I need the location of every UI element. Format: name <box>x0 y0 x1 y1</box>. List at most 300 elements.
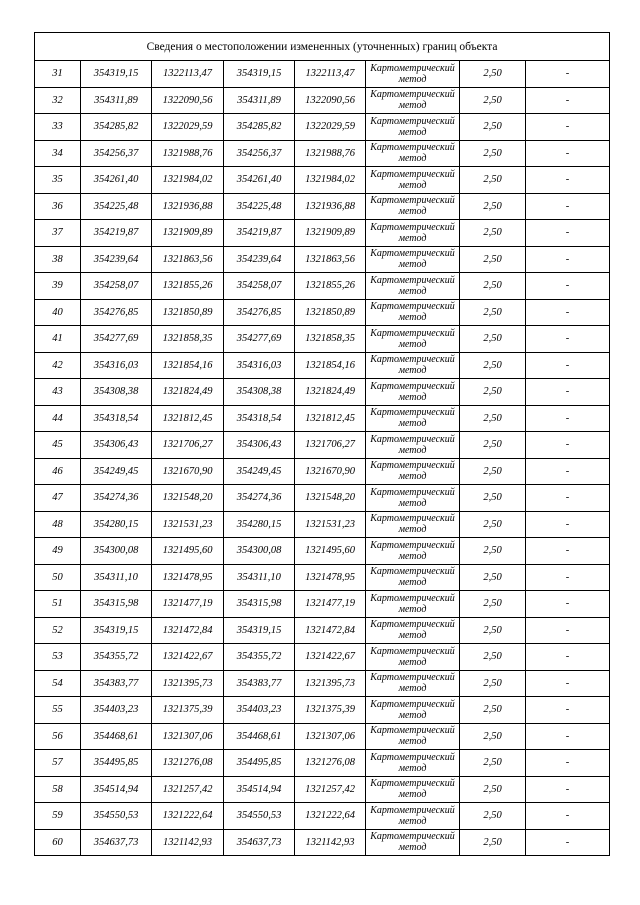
method-line-1: Картометрический <box>370 248 455 260</box>
cell-note: - <box>526 591 610 618</box>
cell-refined-x: 354311,89 <box>224 87 295 114</box>
cell-existing-x: 354308,38 <box>81 379 152 406</box>
cell-method <box>366 193 460 220</box>
method-line-2: метод <box>398 550 427 562</box>
table-row <box>35 167 610 194</box>
cell-point-number: 45 <box>35 432 81 459</box>
cell-note: - <box>526 299 610 326</box>
table-row <box>35 829 610 856</box>
cell-refined-y: 1321307,06 <box>295 723 366 750</box>
method-line-2: метод <box>398 126 427 138</box>
cell-note: - <box>526 352 610 379</box>
cell-existing-x: 354311,10 <box>81 564 152 591</box>
cell-accuracy: 2,50 <box>460 803 526 830</box>
cell-accuracy: 2,50 <box>460 167 526 194</box>
cell-refined-x: 354258,07 <box>224 273 295 300</box>
cell-method <box>366 644 460 671</box>
cell-refined-y: 1321850,89 <box>295 299 366 326</box>
cell-refined-y: 1321988,76 <box>295 140 366 167</box>
cell-accuracy: 2,50 <box>460 193 526 220</box>
table-row <box>35 803 610 830</box>
cell-accuracy: 2,50 <box>460 829 526 856</box>
cell-existing-x: 354403,23 <box>81 697 152 724</box>
table-row <box>35 670 610 697</box>
cell-point-number: 54 <box>35 670 81 697</box>
cell-existing-y: 1321988,76 <box>152 140 224 167</box>
cell-refined-x: 354319,15 <box>224 617 295 644</box>
cell-accuracy: 2,50 <box>460 114 526 141</box>
cell-note: - <box>526 485 610 512</box>
cell-refined-x: 354311,10 <box>224 564 295 591</box>
cell-method <box>366 776 460 803</box>
table-row <box>35 379 610 406</box>
cell-point-number: 53 <box>35 644 81 671</box>
cell-refined-x: 354383,77 <box>224 670 295 697</box>
cell-note: - <box>526 167 610 194</box>
table-row <box>35 114 610 141</box>
cell-refined-y: 1321375,39 <box>295 697 366 724</box>
cell-refined-y: 1321222,64 <box>295 803 366 830</box>
cell-existing-y: 1321936,88 <box>152 193 224 220</box>
cell-note: - <box>526 405 610 432</box>
cell-point-number: 55 <box>35 697 81 724</box>
cell-method <box>366 61 460 88</box>
cell-note: - <box>526 803 610 830</box>
cell-refined-x: 354318,54 <box>224 405 295 432</box>
cell-refined-y: 1322090,56 <box>295 87 366 114</box>
table-row <box>35 644 610 671</box>
cell-refined-y: 1321863,56 <box>295 246 366 273</box>
cell-method <box>366 326 460 353</box>
cell-note: - <box>526 564 610 591</box>
cell-refined-y: 1321531,23 <box>295 511 366 538</box>
method-line-1: Картометрический <box>370 274 455 286</box>
cell-refined-y: 1321824,49 <box>295 379 366 406</box>
table-row <box>35 511 610 538</box>
cell-refined-x: 354256,37 <box>224 140 295 167</box>
cell-refined-x: 354285,82 <box>224 114 295 141</box>
cell-existing-x: 354311,89 <box>81 87 152 114</box>
method-line-1: Картометрический <box>370 645 455 657</box>
cell-point-number: 58 <box>35 776 81 803</box>
method-line-1: Картометрический <box>370 804 455 816</box>
method-line-1: Картометрический <box>370 486 455 498</box>
cell-existing-x: 354319,15 <box>81 61 152 88</box>
method-line-2: метод <box>398 73 427 85</box>
table-row <box>35 140 610 167</box>
cell-existing-y: 1321984,02 <box>152 167 224 194</box>
table-row <box>35 458 610 485</box>
table-row <box>35 591 610 618</box>
cell-point-number: 52 <box>35 617 81 644</box>
cell-accuracy: 2,50 <box>460 61 526 88</box>
cell-point-number: 31 <box>35 61 81 88</box>
cell-method <box>366 87 460 114</box>
method-line-1: Картометрический <box>370 62 455 74</box>
cell-accuracy: 2,50 <box>460 458 526 485</box>
cell-refined-x: 354355,72 <box>224 644 295 671</box>
cell-point-number: 48 <box>35 511 81 538</box>
cell-existing-y: 1321257,42 <box>152 776 224 803</box>
cell-method <box>366 511 460 538</box>
cell-refined-x: 354495,85 <box>224 750 295 777</box>
table-row <box>35 750 610 777</box>
cell-existing-y: 1321142,93 <box>152 829 224 856</box>
cell-refined-x: 354637,73 <box>224 829 295 856</box>
method-line-1: Картометрический <box>370 698 455 710</box>
cell-existing-y: 1321531,23 <box>152 511 224 538</box>
cell-existing-x: 354258,07 <box>81 273 152 300</box>
cell-note: - <box>526 61 610 88</box>
cell-note: - <box>526 220 610 247</box>
cell-method <box>366 458 460 485</box>
cell-refined-x: 354316,03 <box>224 352 295 379</box>
cell-refined-x: 354319,15 <box>224 61 295 88</box>
cell-existing-y: 1321222,64 <box>152 803 224 830</box>
cell-existing-x: 354315,98 <box>81 591 152 618</box>
cell-accuracy: 2,50 <box>460 273 526 300</box>
cell-existing-y: 1321858,35 <box>152 326 224 353</box>
cell-existing-x: 354468,61 <box>81 723 152 750</box>
cell-existing-x: 354318,54 <box>81 405 152 432</box>
table-row <box>35 776 610 803</box>
method-line-1: Картометрический <box>370 725 455 737</box>
cell-existing-y: 1321495,60 <box>152 538 224 565</box>
cell-note: - <box>526 829 610 856</box>
cell-note: - <box>526 140 610 167</box>
method-line-2: метод <box>398 497 427 509</box>
cell-method <box>366 485 460 512</box>
cell-point-number: 41 <box>35 326 81 353</box>
cell-refined-x: 354277,69 <box>224 326 295 353</box>
table-row <box>35 299 610 326</box>
cell-point-number: 38 <box>35 246 81 273</box>
cell-existing-x: 354225,48 <box>81 193 152 220</box>
method-line-1: Картометрический <box>370 354 455 366</box>
cell-accuracy: 2,50 <box>460 140 526 167</box>
method-line-1: Картометрический <box>370 566 455 578</box>
table-row <box>35 246 610 273</box>
cell-existing-y: 1321854,16 <box>152 352 224 379</box>
method-line-2: метод <box>398 577 427 589</box>
table-row <box>35 723 610 750</box>
cell-point-number: 37 <box>35 220 81 247</box>
cell-accuracy: 2,50 <box>460 750 526 777</box>
table-row <box>35 432 610 459</box>
cell-point-number: 49 <box>35 538 81 565</box>
cell-refined-y: 1321670,90 <box>295 458 366 485</box>
cell-method <box>366 829 460 856</box>
cell-accuracy: 2,50 <box>460 564 526 591</box>
table-row <box>35 617 610 644</box>
table-body <box>35 61 610 856</box>
method-line-2: метод <box>398 815 427 827</box>
cell-existing-y: 1321375,39 <box>152 697 224 724</box>
cell-note: - <box>526 644 610 671</box>
cell-note: - <box>526 458 610 485</box>
cell-method <box>366 246 460 273</box>
cell-refined-y: 1321812,45 <box>295 405 366 432</box>
table-title: Сведения о местоположении измененных (уточненных) границ объекта <box>35 33 610 61</box>
cell-point-number: 47 <box>35 485 81 512</box>
method-line-2: метод <box>398 418 427 430</box>
cell-existing-x: 354300,08 <box>81 538 152 565</box>
cell-point-number: 36 <box>35 193 81 220</box>
cell-refined-y: 1321477,19 <box>295 591 366 618</box>
method-line-2: метод <box>398 285 427 297</box>
table-row <box>35 564 610 591</box>
cell-existing-y: 1321472,84 <box>152 617 224 644</box>
table-row <box>35 220 610 247</box>
coordinates-table <box>34 32 610 856</box>
cell-note: - <box>526 273 610 300</box>
cell-refined-y: 1321854,16 <box>295 352 366 379</box>
cell-existing-y: 1321670,90 <box>152 458 224 485</box>
cell-method <box>366 167 460 194</box>
cell-point-number: 57 <box>35 750 81 777</box>
cell-note: - <box>526 723 610 750</box>
cell-refined-y: 1321936,88 <box>295 193 366 220</box>
cell-accuracy: 2,50 <box>460 644 526 671</box>
method-line-1: Картометрический <box>370 115 455 127</box>
method-line-1: Картометрический <box>370 751 455 763</box>
method-line-2: метод <box>398 365 427 377</box>
cell-existing-x: 354256,37 <box>81 140 152 167</box>
method-line-2: метод <box>398 471 427 483</box>
cell-refined-x: 354239,64 <box>224 246 295 273</box>
cell-method <box>366 273 460 300</box>
cell-note: - <box>526 750 610 777</box>
cell-point-number: 40 <box>35 299 81 326</box>
method-line-1: Картометрический <box>370 380 455 392</box>
cell-note: - <box>526 326 610 353</box>
cell-existing-y: 1321307,06 <box>152 723 224 750</box>
cell-existing-y: 1321276,08 <box>152 750 224 777</box>
cell-method <box>366 591 460 618</box>
cell-existing-x: 354280,15 <box>81 511 152 538</box>
cell-point-number: 51 <box>35 591 81 618</box>
cell-note: - <box>526 246 610 273</box>
cell-note: - <box>526 379 610 406</box>
cell-note: - <box>526 670 610 697</box>
cell-existing-x: 354383,77 <box>81 670 152 697</box>
cell-accuracy: 2,50 <box>460 670 526 697</box>
cell-note: - <box>526 87 610 114</box>
cell-refined-y: 1321472,84 <box>295 617 366 644</box>
cell-refined-y: 1321984,02 <box>295 167 366 194</box>
cell-accuracy: 2,50 <box>460 591 526 618</box>
cell-refined-y: 1321257,42 <box>295 776 366 803</box>
method-line-2: метод <box>398 232 427 244</box>
table-row <box>35 273 610 300</box>
table-row <box>35 193 610 220</box>
cell-point-number: 33 <box>35 114 81 141</box>
cell-existing-x: 354355,72 <box>81 644 152 671</box>
cell-method <box>366 379 460 406</box>
cell-existing-y: 1321548,20 <box>152 485 224 512</box>
method-line-1: Картометрический <box>370 672 455 684</box>
cell-refined-y: 1321276,08 <box>295 750 366 777</box>
cell-note: - <box>526 432 610 459</box>
method-line-1: Картометрический <box>370 433 455 445</box>
cell-method <box>366 750 460 777</box>
cell-method <box>366 405 460 432</box>
method-line-2: метод <box>398 444 427 456</box>
method-line-1: Картометрический <box>370 142 455 154</box>
method-line-2: метод <box>398 630 427 642</box>
cell-accuracy: 2,50 <box>460 511 526 538</box>
cell-method <box>366 114 460 141</box>
cell-method <box>366 697 460 724</box>
cell-note: - <box>526 617 610 644</box>
cell-existing-y: 1321478,95 <box>152 564 224 591</box>
method-line-2: метод <box>398 391 427 403</box>
cell-existing-y: 1321909,89 <box>152 220 224 247</box>
cell-existing-x: 354306,43 <box>81 432 152 459</box>
method-line-2: метод <box>398 338 427 350</box>
method-line-2: метод <box>398 789 427 801</box>
cell-existing-x: 354274,36 <box>81 485 152 512</box>
cell-refined-y: 1321548,20 <box>295 485 366 512</box>
cell-method <box>366 564 460 591</box>
cell-point-number: 42 <box>35 352 81 379</box>
cell-method <box>366 538 460 565</box>
cell-method <box>366 220 460 247</box>
cell-note: - <box>526 697 610 724</box>
cell-refined-y: 1321858,35 <box>295 326 366 353</box>
cell-point-number: 44 <box>35 405 81 432</box>
cell-existing-x: 354514,94 <box>81 776 152 803</box>
cell-existing-x: 354319,15 <box>81 617 152 644</box>
cell-accuracy: 2,50 <box>460 220 526 247</box>
cell-existing-x: 354316,03 <box>81 352 152 379</box>
cell-method <box>366 670 460 697</box>
method-line-2: метод <box>398 656 427 668</box>
table-row <box>35 87 610 114</box>
cell-accuracy: 2,50 <box>460 299 526 326</box>
method-line-2: метод <box>398 206 427 218</box>
table-row <box>35 485 610 512</box>
cell-existing-y: 1321477,19 <box>152 591 224 618</box>
cell-refined-y: 1322113,47 <box>295 61 366 88</box>
cell-point-number: 32 <box>35 87 81 114</box>
method-line-1: Картометрический <box>370 539 455 551</box>
cell-existing-y: 1321850,89 <box>152 299 224 326</box>
cell-accuracy: 2,50 <box>460 246 526 273</box>
method-line-1: Картометрический <box>370 301 455 313</box>
cell-refined-x: 354403,23 <box>224 697 295 724</box>
cell-refined-x: 354225,48 <box>224 193 295 220</box>
cell-method <box>366 723 460 750</box>
cell-refined-x: 354280,15 <box>224 511 295 538</box>
cell-existing-y: 1321395,73 <box>152 670 224 697</box>
cell-point-number: 34 <box>35 140 81 167</box>
cell-method <box>366 352 460 379</box>
table-row <box>35 697 610 724</box>
cell-existing-x: 354219,87 <box>81 220 152 247</box>
cell-note: - <box>526 193 610 220</box>
cell-note: - <box>526 114 610 141</box>
table-row <box>35 326 610 353</box>
cell-refined-x: 354514,94 <box>224 776 295 803</box>
cell-point-number: 59 <box>35 803 81 830</box>
method-line-2: метод <box>398 179 427 191</box>
cell-existing-x: 354637,73 <box>81 829 152 856</box>
method-line-2: метод <box>398 259 427 271</box>
cell-note: - <box>526 538 610 565</box>
method-line-1: Картометрический <box>370 195 455 207</box>
cell-accuracy: 2,50 <box>460 87 526 114</box>
cell-existing-x: 354285,82 <box>81 114 152 141</box>
method-line-2: метод <box>398 709 427 721</box>
cell-existing-y: 1321863,56 <box>152 246 224 273</box>
cell-refined-y: 1321478,95 <box>295 564 366 591</box>
method-line-2: метод <box>398 524 427 536</box>
cell-refined-x: 354249,45 <box>224 458 295 485</box>
method-line-1: Картометрический <box>370 831 455 843</box>
cell-point-number: 35 <box>35 167 81 194</box>
cell-existing-y: 1322090,56 <box>152 87 224 114</box>
cell-refined-x: 354308,38 <box>224 379 295 406</box>
method-line-1: Картометрический <box>370 168 455 180</box>
cell-refined-x: 354550,53 <box>224 803 295 830</box>
table-row <box>35 405 610 432</box>
cell-point-number: 50 <box>35 564 81 591</box>
cell-existing-x: 354550,53 <box>81 803 152 830</box>
cell-existing-y: 1321706,27 <box>152 432 224 459</box>
method-line-2: метод <box>398 603 427 615</box>
cell-accuracy: 2,50 <box>460 617 526 644</box>
method-line-1: Картометрический <box>370 460 455 472</box>
cell-existing-x: 354277,69 <box>81 326 152 353</box>
cell-refined-x: 354468,61 <box>224 723 295 750</box>
cell-accuracy: 2,50 <box>460 432 526 459</box>
cell-existing-x: 354239,64 <box>81 246 152 273</box>
cell-point-number: 39 <box>35 273 81 300</box>
table-row <box>35 61 610 88</box>
cell-accuracy: 2,50 <box>460 723 526 750</box>
cell-existing-y: 1321812,45 <box>152 405 224 432</box>
cell-refined-x: 354306,43 <box>224 432 295 459</box>
cell-accuracy: 2,50 <box>460 697 526 724</box>
method-line-1: Картометрический <box>370 327 455 339</box>
table-row <box>35 352 610 379</box>
method-line-2: метод <box>398 312 427 324</box>
cell-existing-y: 1321855,26 <box>152 273 224 300</box>
table-row <box>35 538 610 565</box>
method-line-2: метод <box>398 762 427 774</box>
cell-method <box>366 617 460 644</box>
cell-accuracy: 2,50 <box>460 405 526 432</box>
cell-existing-x: 354495,85 <box>81 750 152 777</box>
cell-method <box>366 140 460 167</box>
cell-method <box>366 803 460 830</box>
cell-refined-y: 1322029,59 <box>295 114 366 141</box>
cell-accuracy: 2,50 <box>460 538 526 565</box>
cell-accuracy: 2,50 <box>460 776 526 803</box>
cell-refined-x: 354274,36 <box>224 485 295 512</box>
cell-refined-y: 1321142,93 <box>295 829 366 856</box>
cell-method <box>366 432 460 459</box>
cell-refined-x: 354261,40 <box>224 167 295 194</box>
method-line-1: Картометрический <box>370 89 455 101</box>
method-line-2: метод <box>398 842 427 854</box>
cell-point-number: 46 <box>35 458 81 485</box>
cell-existing-x: 354249,45 <box>81 458 152 485</box>
method-line-2: метод <box>398 736 427 748</box>
cell-accuracy: 2,50 <box>460 379 526 406</box>
cell-refined-y: 1321395,73 <box>295 670 366 697</box>
